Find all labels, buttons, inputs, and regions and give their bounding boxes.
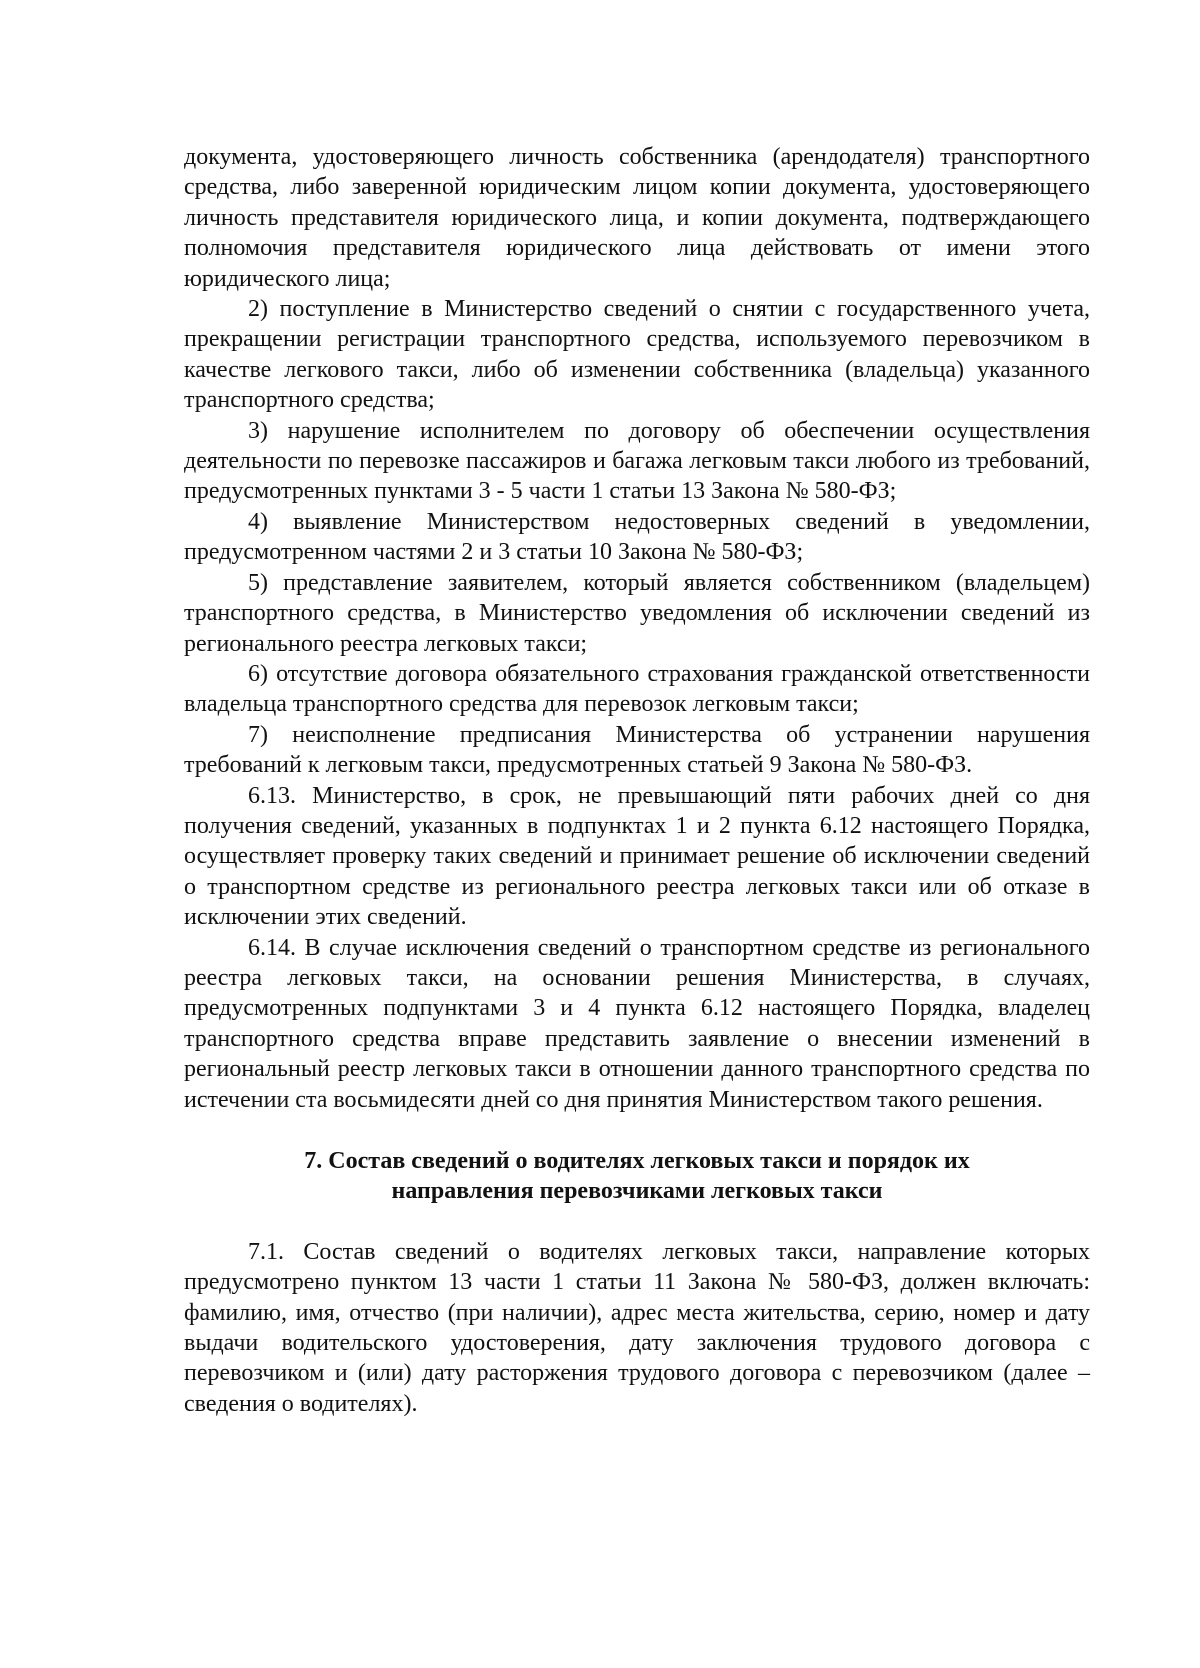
paragraph-item-2: 2) поступление в Министерство сведений о снятии с государственного учета, прекращении регистрации транспортного средства, используемого перевозчиком в качестве легкового такси, либо об изменении собственника (владельца) указанного транспортного средства; <box>184 296 1090 414</box>
paragraph-6-13: 6.13. Министерство, в срок, не превышающий пяти рабочих дней со дня получения сведений, указанных в подпунктах 1 и 2 пункта 6.12 настоящего Порядка, осуществляет проверку таких сведений и принимает решение об исключении сведений о транспортном средстве из регионального реестра легковых такси или об отказе в исключении этих сведений. <box>184 782 1090 931</box>
paragraph-item-5: 5) представление заявителем, который является собственником (владельцем) транспортного средства, в Министерство уведомления об исключении сведений из регионального реестра легковых такси; <box>184 569 1090 657</box>
section-heading-line-1: 7. Состав сведений о водителях легковых такси и порядок их <box>304 1148 970 1174</box>
paragraph-item-7: 7) неисполнение предписания Министерства об устранении нарушения требований к легковым такси, предусмотренных статьей 9 Закона № 580-ФЗ. <box>184 721 1090 779</box>
paragraph-item-3: 3) нарушение исполнителем по договору об обеспечении осуществления деятельности по перевозке пассажиров и багажа легковым такси любого из требований, предусмотренных пунктами 3 - 5 части 1 статьи 13 Закона № 580-ФЗ; <box>184 417 1090 505</box>
document-page <box>184 142 1090 1419</box>
section-heading <box>184 1146 1090 1207</box>
paragraph-continuation: документа, удостоверяющего личность собственника (арендодателя) транспортного средства, либо заверенной юридическим лицом копии документа, удостоверяющего личность представителя юридического лица, и копии документа, подтверждающего полномочия представителя юридического лица действовать от имени этого юридического лица; <box>184 144 1090 292</box>
paragraph-item-6: 6) отсутствие договора обязательного страхования гражданской ответственности владельца транспортного средства для перевозок легковым такси; <box>184 660 1090 718</box>
paragraph-7-1: 7.1. Состав сведений о водителях легковых такси, направление которых предусмотрено пунктом 13 части 1 статьи 11 Закона № 580-ФЗ, должен включать: фамилию, имя, отчество (при наличии), адрес места жительства, серию, номер и дату выдачи водительского удостоверения, дату заключения трудового договора с перевозчиком и (или) дату расторжения трудового договора с перевозчиком (далее – сведения о водителях). <box>184 1238 1090 1417</box>
paragraph-6-14: 6.14. В случае исключения сведений о транспортном средстве из регионального реестра легковых такси, на основании решения Министерства, в случаях, предусмотренных подпунктами 3 и 4 пункта 6.12 настоящего Порядка, владелец транспортного средства вправе представить заявление о внесении изменений в региональный реестр легковых такси в отношении данного транспортного средства по истечении ста восьмидесяти дней со дня принятия Министерством такого решения. <box>184 934 1090 1113</box>
section-heading-line-2: направления перевозчиками легковых такси <box>391 1178 883 1205</box>
paragraph-item-4: 4) выявление Министерством недостоверных сведений в уведомлении, предусмотренном частями 2 и 3 статьи 10 Закона № 580-ФЗ; <box>184 508 1090 566</box>
